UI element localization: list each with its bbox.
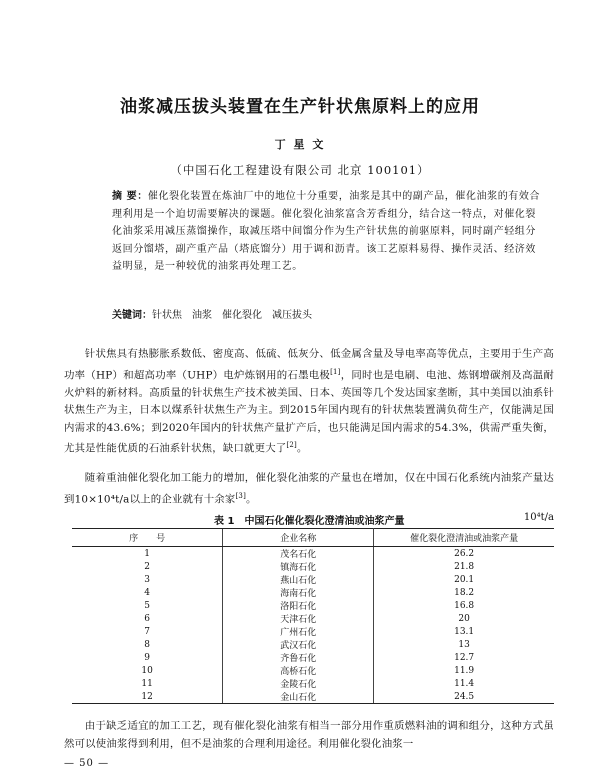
- table-row: [72, 625, 554, 638]
- body-paragraph-3: 由于缺乏适宜的加工工艺，现有催化裂化油浆有相当一部分用作重质燃料油的调和组分，这种方式虽然可以使油浆得到利用，但不是油浆的合理利用途径。利用催化裂化油浆一: [64, 720, 554, 750]
- output-value-cell: 20: [458, 613, 470, 624]
- citation-ref: [1]: [330, 367, 341, 376]
- row-index-cell: 8: [144, 639, 150, 650]
- row-index-cell: 3: [144, 574, 150, 585]
- company-name-cell: 高桥石化: [223, 664, 374, 677]
- output-value-cell: 26.2: [454, 548, 475, 559]
- column-header-company: 企业名称: [223, 529, 374, 547]
- company-name-cell: 茂名石化: [223, 547, 374, 561]
- abstract: [112, 188, 542, 276]
- paragraph-text: ，同时也是电刷、电池、炼钢增碳剂及高温耐火炉料的新材料。高质量的针状焦生产技术被美国、日本、英国等几个发达国家垄断，其中美国以油系针状焦生产为主，日本以煤系针状焦生产为主。到2015年国内现有的针状焦装置满负荷生产，仅能满足国内需求的43.6%；到2020年国内的针状焦产量扩产后，也只能满足国内需求的54.3%，供需严重失衡，尤其是性能优质的石油系针状焦，缺口就更大了: [64, 369, 555, 455]
- table-row: [72, 677, 554, 690]
- company-name-cell: 镇海石化: [223, 560, 374, 573]
- output-value-cell: 12.7: [454, 652, 475, 663]
- company-name-cell: 广州石化: [223, 625, 374, 638]
- company-name-cell: 海南石化: [223, 586, 374, 599]
- keywords-label: 关键词：: [112, 310, 152, 321]
- author-name: 丁 星 文: [274, 138, 326, 151]
- row-index-cell: 12: [72, 690, 223, 704]
- citation-ref: [3]: [235, 491, 246, 500]
- abstract-text: 催化裂化装置在炼油厂中的地位十分重要，油浆是其中的副产品，催化油浆的有效合理利用是一个迫切需要解决的课题。催化裂化油浆富含芳香组分，结合这一特点，对催化裂化油浆采用减压蒸馏操作，取减压塔中间馏分作为生产针状焦的前驱原料，同时副产轻组分返回分馏塔，副产重产品（塔底馏分）用于调和沥青。该工艺原料易得、操作灵活、经济效益明显，是一种较优的油浆再处理工艺。: [112, 191, 541, 272]
- body-paragraph-1: [64, 346, 554, 459]
- paragraph-text: 针状焦具有热膨胀系数低、密度高、低硫、低灰分、低金属含量及导电率高等优点，主要用于生产高功率（HP）和超高功率（UHP）电炉炼钢用的石墨电极: [64, 348, 554, 382]
- column-header-output: 催化裂化澄清油或油浆产量: [374, 529, 554, 547]
- row-index-cell: 7: [144, 626, 150, 637]
- table-row: [72, 560, 554, 573]
- table-caption: 表 1 中国石化催化裂化澄清油或油浆产量: [214, 516, 405, 527]
- paragraph-text: 随着重油催化裂化加工能力的增加，催化裂化油浆的产量也在增加，仅在中国石化系统内油浆产量达到10×10⁴t/a以上的企业就有十余家: [64, 472, 554, 506]
- paragraph-text: 。: [246, 493, 257, 506]
- output-value-cell: 21.8: [454, 561, 475, 572]
- table-row: [72, 690, 554, 704]
- keywords-text: 针状焦 油浆 催化裂化 减压拔头: [152, 310, 312, 321]
- abstract-label: 摘 要：: [112, 191, 148, 202]
- row-index-cell: 5: [144, 600, 150, 611]
- output-value-cell: 16.8: [454, 600, 475, 611]
- table-row: [72, 664, 554, 677]
- paragraph-text: 。: [296, 442, 308, 455]
- page-number: — 50 —: [64, 758, 110, 769]
- output-value-cell: 20.1: [454, 574, 475, 585]
- table-row: [72, 547, 554, 561]
- article-title: 油浆减压拔头装置在生产针状焦原料上的应用: [120, 97, 480, 117]
- table-row: [72, 573, 554, 586]
- company-name-cell: 金陵石化: [223, 677, 374, 690]
- table-row: [72, 651, 554, 664]
- column-header-index: 序 号: [72, 529, 223, 547]
- table-unit: 10⁴t/a: [523, 512, 554, 523]
- row-index-cell: 6: [144, 613, 150, 624]
- row-index-cell: 1: [144, 548, 150, 559]
- output-value-cell: 18.2: [454, 587, 475, 598]
- output-value-cell: 13: [458, 639, 470, 650]
- table-row: [72, 612, 554, 625]
- company-name-cell: 天津石化: [223, 612, 374, 625]
- output-value-cell: 13.1: [454, 626, 475, 637]
- table-row: [72, 599, 554, 612]
- company-name-cell: 金山石化: [223, 690, 374, 704]
- table-row: [72, 638, 554, 651]
- output-value-cell: 11.4: [454, 678, 475, 689]
- row-index-cell: 2: [144, 561, 150, 572]
- table-row: [72, 586, 554, 599]
- company-name-cell: 武汉石化: [223, 638, 374, 651]
- production-table: [72, 528, 554, 704]
- company-name-cell: 齐鲁石化: [223, 651, 374, 664]
- table-header-row: [72, 529, 554, 547]
- row-index-cell: 11: [141, 678, 153, 689]
- row-index-cell: 10: [141, 665, 153, 676]
- citation-ref: [2]: [286, 441, 297, 450]
- row-index-cell: 4: [144, 587, 150, 598]
- output-value-cell: 11.9: [454, 665, 475, 676]
- company-name-cell: 燕山石化: [223, 573, 374, 586]
- company-name-cell: 洛阳石化: [223, 599, 374, 612]
- body-paragraph-2: [64, 470, 554, 509]
- author-affiliation: （中国石化工程建设有限公司 北京 100101）: [170, 163, 430, 177]
- row-index-cell: 9: [144, 652, 150, 663]
- output-value-cell: 24.5: [374, 690, 554, 704]
- keywords: [112, 306, 542, 321]
